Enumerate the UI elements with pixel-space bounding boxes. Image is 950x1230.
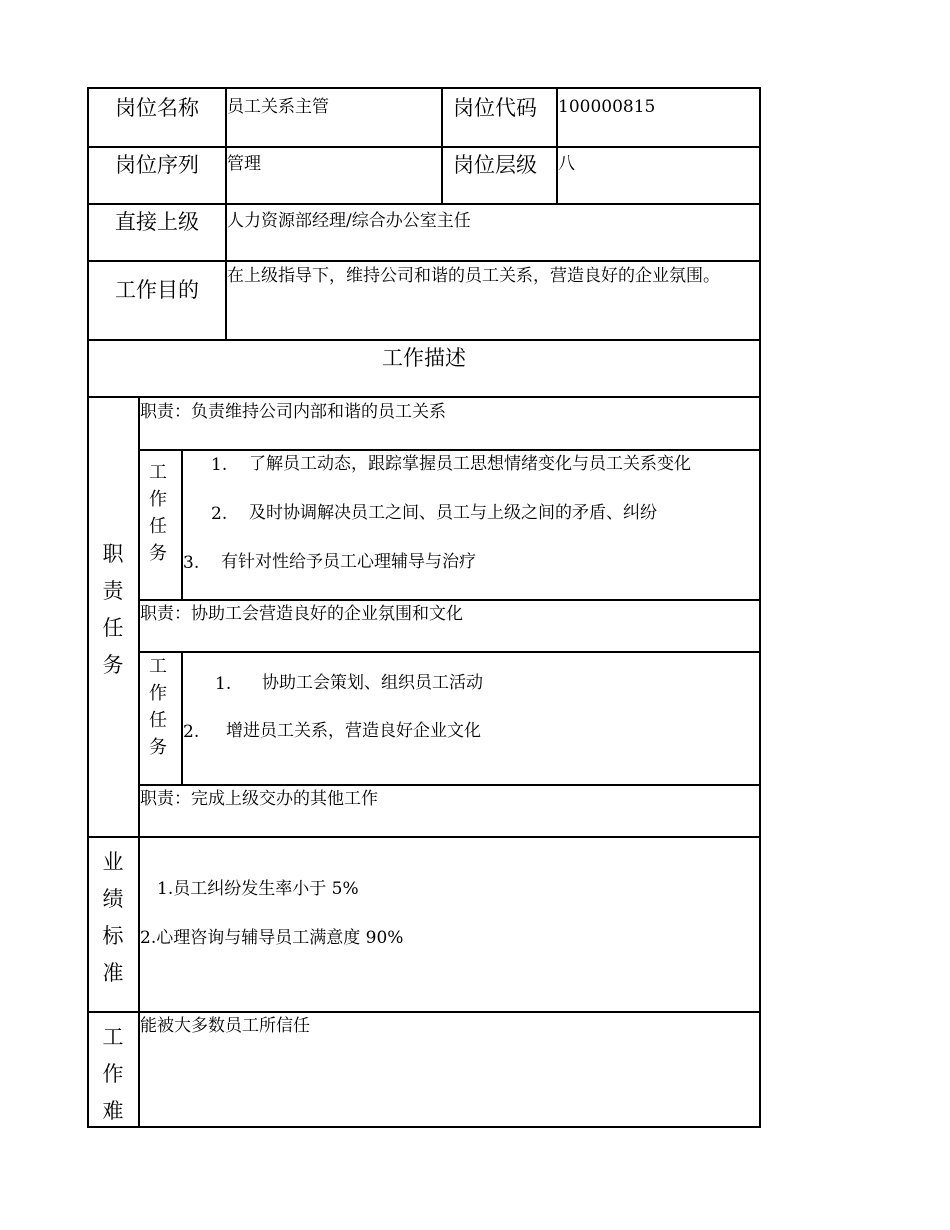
purpose-label: 工作目的 [115,278,199,302]
table-border [88,836,761,838]
superior-value: 人力资源部经理/综合办公室主任 [227,211,471,231]
table-border [88,87,761,89]
performance-label-char: 标 [102,924,124,948]
post-level-label: 岗位层级 [453,153,537,177]
difficulty-text: 能被大多数员工所信任 [140,1016,310,1036]
post-code-value: 100000815 [558,97,656,117]
performance-item: 1.员工纠纷发生率小于 5% [157,879,359,899]
task-text: 协助工会策划、组织员工活动 [262,673,483,693]
table-border [139,599,761,601]
difficulty-label-char: 工 [102,1025,124,1049]
post-code-label: 岗位代码 [453,96,537,120]
post-seq-value: 管理 [227,154,261,174]
duties-side-label-char: 责 [102,579,124,603]
table-border [759,87,761,1128]
performance-label-char: 绩 [102,887,124,911]
difficulty-label-char: 难 [102,1099,124,1123]
table-border [87,87,89,1128]
duty-text: 职责：完成上级交办的其他工作 [140,789,378,809]
table-border [441,87,443,205]
post-level-value: 八 [558,154,575,174]
task-number: 2. [211,504,228,524]
table-border [88,1011,761,1013]
description-title: 工作描述 [382,346,466,370]
task-text: 有针对性给予员工心理辅导与治疗 [221,552,476,572]
task-text: 了解员工动态，跟踪掌握员工思想情绪变化与员工关系变化 [249,454,691,474]
superior-label: 直接上级 [115,210,199,234]
performance-item: 2.心理咨询与辅导员工满意度 90% [140,928,404,948]
task-label-char: 工 [149,462,167,483]
table-border [88,260,761,262]
task-number: 3. [183,553,200,573]
performance-label-char: 业 [102,850,124,874]
table-border [88,146,761,148]
purpose-value: 在上级指导下，维持公司和谐的员工关系，营造良好的企业氛围。 [227,266,720,286]
task-label-char: 务 [149,543,167,564]
post-seq-label: 岗位序列 [115,153,199,177]
task-label-char: 任 [149,710,167,731]
task-label-char: 任 [149,516,167,537]
table-border [181,651,183,786]
difficulty-label-char: 作 [102,1062,124,1086]
duty-text: 职责：协助工会营造良好的企业氛围和文化 [140,604,463,624]
table-border [88,1126,761,1128]
task-text: 增进员工关系，营造良好企业文化 [226,721,481,741]
task-text: 及时协调解决员工之间、员工与上级之间的矛盾、纠纷 [249,503,657,523]
duty-text: 职责：负责维持公司内部和谐的员工关系 [140,402,446,422]
post-name-value: 员工关系主管 [227,97,329,117]
table-border [88,396,761,398]
duties-side-label-char: 务 [102,653,124,677]
table-border [139,651,761,653]
task-number: 1. [215,674,232,694]
post-name-label: 岗位名称 [115,96,199,120]
task-label-char: 工 [149,656,167,677]
duties-side-label-char: 职 [102,542,124,566]
task-label-char: 务 [149,737,167,758]
table-border [181,449,183,601]
table-border [139,449,761,451]
task-label-char: 作 [149,489,167,510]
table-border [88,203,761,205]
duties-side-label-char: 任 [102,616,124,640]
performance-label-char: 准 [102,961,124,985]
task-number: 1. [211,455,228,475]
table-border [88,339,761,341]
task-number: 2. [183,722,200,742]
table-border [139,784,761,786]
task-label-char: 作 [149,683,167,704]
